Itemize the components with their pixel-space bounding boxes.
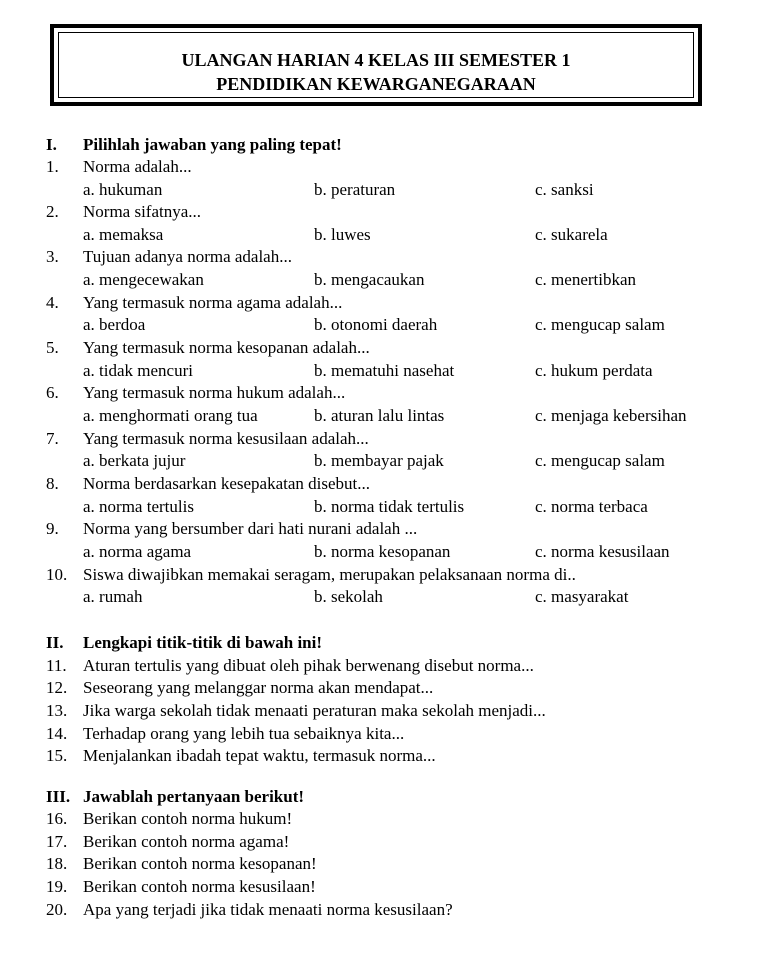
question-text: Norma adalah... <box>83 157 192 176</box>
option-b: b. aturan lalu lintas <box>314 406 445 425</box>
option-a: a. berdoa <box>83 315 146 334</box>
option-b: b. membayar pajak <box>314 451 444 470</box>
question-number: 3. <box>46 247 59 266</box>
option-b: b. luwes <box>314 225 371 244</box>
option-b: b. peraturan <box>314 180 396 199</box>
question-number: 10. <box>46 565 68 584</box>
option-a: a. norma agama <box>83 542 192 561</box>
question-number: 7. <box>46 429 59 448</box>
question-text: Norma sifatnya... <box>83 202 202 221</box>
option-a: a. rumah <box>83 587 143 606</box>
option-b: b. norma kesopanan <box>314 542 451 561</box>
question-text: Norma berdasarkan kesepakatan disebut... <box>83 474 370 493</box>
question-number: 5. <box>46 338 59 357</box>
option-a: a. norma tertulis <box>83 497 194 516</box>
question-text: Yang termasuk norma kesopanan adalah... <box>83 338 370 357</box>
question-text: Berikan contoh norma kesopanan! <box>83 854 317 873</box>
section-1-heading: Pilihlah jawaban yang paling tepat! <box>83 135 342 154</box>
question-text: Yang termasuk norma kesusilaan adalah... <box>83 429 369 448</box>
option-c: c. mengucap salam <box>535 451 665 470</box>
question-text: Jika warga sekolah tidak menaati peraturan maka sekolah menjadi... <box>83 701 546 720</box>
question-number: 14. <box>46 724 68 743</box>
question-number: 9. <box>46 519 59 538</box>
section-2-roman: II. <box>46 633 64 652</box>
option-b: b. otonomi daerah <box>314 315 438 334</box>
question-number: 1. <box>46 157 59 176</box>
question-text: Yang termasuk norma agama adalah... <box>83 293 343 312</box>
question-text: Aturan tertulis yang dibuat oleh pihak berwenang disebut norma... <box>83 656 534 675</box>
option-b: b. mematuhi nasehat <box>314 361 455 380</box>
question-number: 4. <box>46 293 59 312</box>
option-a: a. memaksa <box>83 225 164 244</box>
option-a: a. menghormati orang tua <box>83 406 258 425</box>
section-1-roman: I. <box>46 135 57 154</box>
option-c: c. masyarakat <box>535 587 629 606</box>
question-text: Berikan contoh norma agama! <box>83 832 290 851</box>
question-text: Tujuan adanya norma adalah... <box>83 247 292 266</box>
option-c: c. sukarela <box>535 225 608 244</box>
section-3-roman: III. <box>46 787 71 806</box>
question-text: Seseorang yang melanggar norma akan mendapat... <box>83 678 434 697</box>
question-number: 15. <box>46 746 68 765</box>
title-box <box>50 24 702 106</box>
question-number: 2. <box>46 202 59 221</box>
question-text: Berikan contoh norma kesusilaan! <box>83 877 316 896</box>
option-c: c. norma kesusilaan <box>535 542 670 561</box>
question-number: 20. <box>46 900 68 919</box>
title-line-2: PENDIDIKAN KEWARGANEGARAAN <box>216 74 536 94</box>
title-inner-frame <box>58 32 694 98</box>
option-a: a. hukuman <box>83 180 163 199</box>
option-c: c. menjaga kebersihan <box>535 406 687 425</box>
option-c: c. hukum perdata <box>535 361 653 380</box>
option-a: a. tidak mencuri <box>83 361 193 380</box>
question-number: 17. <box>46 832 68 851</box>
option-b: b. mengacaukan <box>314 270 425 289</box>
option-c: c. menertibkan <box>535 270 637 289</box>
question-number: 13. <box>46 701 68 720</box>
option-b: b. norma tidak tertulis <box>314 497 465 516</box>
question-number: 8. <box>46 474 59 493</box>
question-text: Berikan contoh norma hukum! <box>83 809 293 828</box>
question-number: 6. <box>46 383 59 402</box>
question-number: 18. <box>46 854 68 873</box>
option-a: a. mengecewakan <box>83 270 204 289</box>
option-c: c. norma terbaca <box>535 497 648 516</box>
question-text: Terhadap orang yang lebih tua sebaiknya kita... <box>83 724 405 743</box>
question-text: Menjalankan ibadah tepat waktu, termasuk norma... <box>83 746 436 765</box>
question-number: 16. <box>46 809 68 828</box>
option-b: b. sekolah <box>314 587 383 606</box>
question-number: 12. <box>46 678 68 697</box>
option-c: c. mengucap salam <box>535 315 665 334</box>
question-text: Norma yang bersumber dari hati nurani adalah ... <box>83 519 418 538</box>
question-text: Apa yang terjadi jika tidak menaati norma kesusilaan? <box>83 900 453 919</box>
option-c: c. sanksi <box>535 180 594 199</box>
option-a: a. berkata jujur <box>83 451 186 470</box>
question-number: 11. <box>46 656 67 675</box>
section-3-heading: Jawablah pertanyaan berikut! <box>83 787 305 806</box>
question-text: Yang termasuk norma hukum adalah... <box>83 383 346 402</box>
question-number: 19. <box>46 877 68 896</box>
question-text: Siswa diwajibkan memakai seragam, merupakan pelaksanaan norma di.. <box>83 565 576 584</box>
title-line-1: ULANGAN HARIAN 4 KELAS III SEMESTER 1 <box>181 50 571 70</box>
section-2-heading: Lengkapi titik-titik di bawah ini! <box>83 633 323 652</box>
